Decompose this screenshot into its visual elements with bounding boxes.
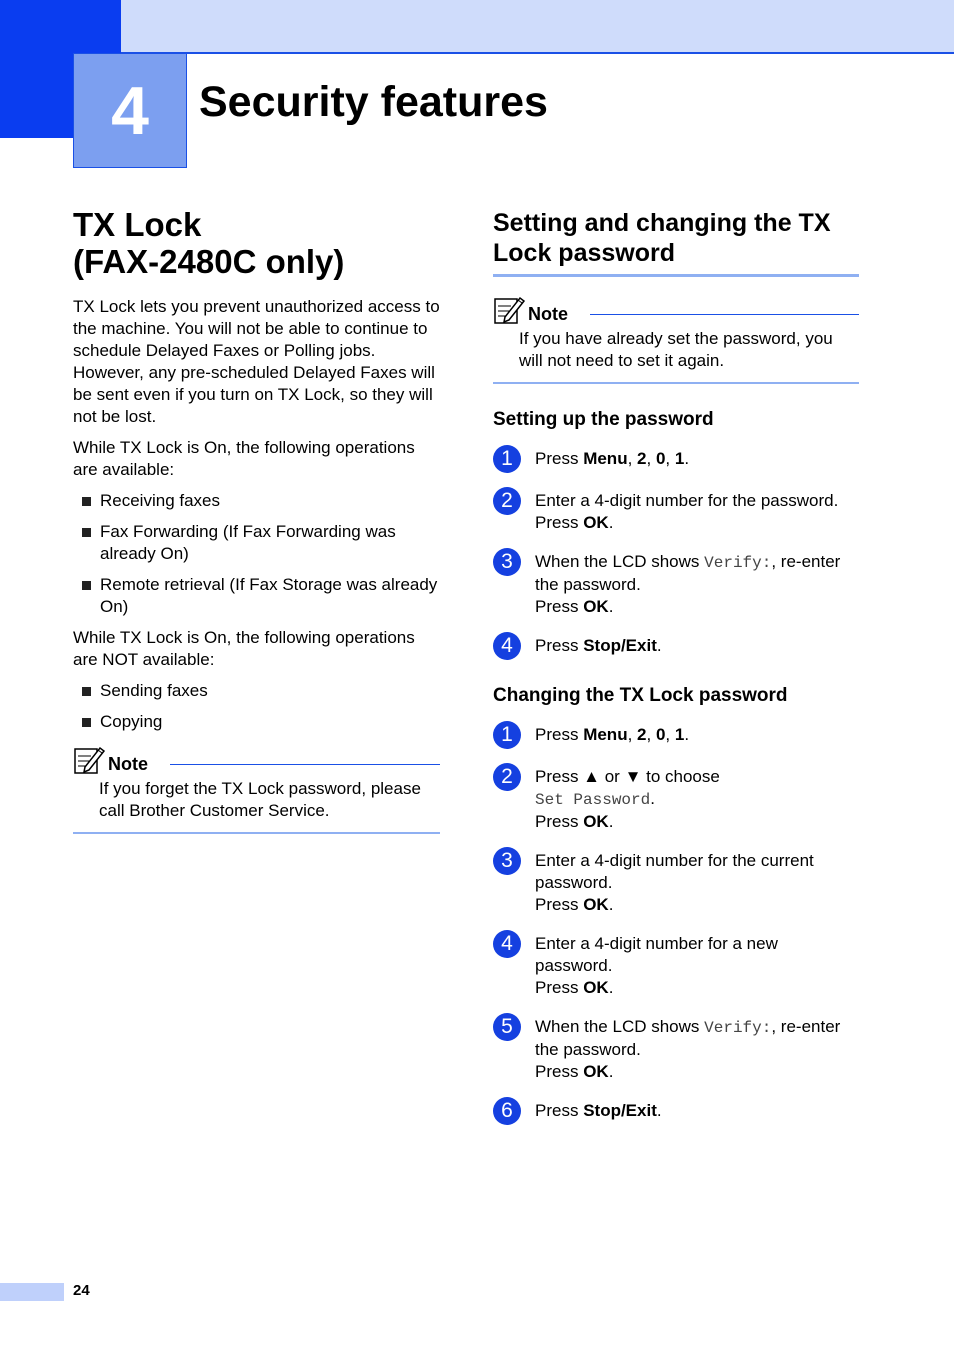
list-item: Sending faxes — [73, 680, 440, 702]
available-list — [73, 490, 440, 618]
bullet-square-icon — [82, 718, 91, 727]
note-text: If you have already set the password, you will not need to set it again. — [519, 329, 833, 370]
step-item — [493, 766, 859, 833]
step-number-icon: 3 — [493, 548, 521, 576]
intro-paragraph: TX Lock lets you prevent unauthorized access to the machine. You will not be able to continue to schedule Delayed Faxes or Polling jobs. However, any pre-scheduled Delayed Faxes will be sent even if you turn on TX Lock, so they will not be lost. — [73, 297, 440, 426]
page-number: 24 — [73, 1282, 90, 1299]
tx-lock-heading-line1: TX Lock — [73, 206, 202, 243]
step-number-icon: 3 — [493, 847, 521, 875]
step-number-icon: 4 — [493, 632, 521, 660]
step-item — [493, 490, 859, 534]
tx-lock-heading-line2: (FAX-2480C only) — [73, 243, 345, 280]
tx-lock-heading — [73, 206, 440, 280]
note-divider — [73, 832, 440, 834]
step-text: Press Menu, 2, 0, 1. — [535, 449, 690, 468]
chapter-number: 4 — [111, 72, 149, 149]
step-number-icon: 5 — [493, 1013, 521, 1041]
step-item — [493, 724, 859, 749]
bullet-square-icon — [82, 497, 91, 506]
step-text: When the LCD shows Verify:, re-enter the password. Press OK. — [535, 552, 841, 616]
right-column — [493, 206, 859, 1142]
step-number-icon: 1 — [493, 721, 521, 749]
note-box — [493, 295, 859, 384]
note-rule — [170, 764, 440, 765]
available-intro: While TX Lock is On, the following operations are available: — [73, 438, 415, 479]
left-column — [73, 206, 440, 834]
step-item — [493, 635, 859, 660]
not-available-list — [73, 680, 440, 733]
step-number-icon: 1 — [493, 445, 521, 473]
step-text: Press ▲ or ▼ to choose Set Password. Press OK. — [535, 767, 720, 831]
step-text: Press Stop/Exit. — [535, 1101, 662, 1120]
note-rule — [590, 314, 859, 315]
step-item — [493, 850, 859, 916]
step-text: Enter a 4-digit number for the current password. Press OK. — [535, 851, 814, 914]
step-text: Press Stop/Exit. — [535, 636, 662, 655]
list-item: Fax Forwarding (If Fax Forwarding was already On) — [73, 521, 440, 565]
note-label: Note — [528, 304, 568, 324]
list-item: Receiving faxes — [73, 490, 440, 512]
note-box — [73, 745, 440, 834]
step-text: Enter a 4-digit number for a new password. Press OK. — [535, 934, 778, 997]
chapter-title: Security features — [199, 78, 548, 126]
note-divider — [493, 382, 859, 384]
step-number-icon: 6 — [493, 1097, 521, 1125]
step-item — [493, 1016, 859, 1083]
change-heading: Changing the TX Lock password — [493, 685, 788, 706]
step-number-icon: 4 — [493, 930, 521, 958]
list-item: Copying — [73, 711, 440, 733]
step-number-icon: 2 — [493, 487, 521, 515]
step-item — [493, 551, 859, 618]
step-text: When the LCD shows Verify:, re-enter the password. Press OK. — [535, 1017, 841, 1081]
step-item — [493, 933, 859, 999]
note-text: If you forget the TX Lock password, please call Brother Customer Service. — [99, 779, 421, 820]
header-band — [121, 0, 954, 54]
setup-heading: Setting up the password — [493, 409, 714, 430]
note-label: Note — [108, 754, 148, 774]
step-number-icon: 2 — [493, 763, 521, 791]
bullet-square-icon — [82, 581, 91, 590]
page-tab — [0, 1283, 64, 1301]
step-text: Enter a 4-digit number for the password. Press OK. — [535, 491, 839, 532]
bullet-square-icon — [82, 687, 91, 696]
password-section-heading: Setting and changing the TX Lock password — [493, 208, 859, 277]
step-item — [493, 448, 859, 473]
chapter-number-box — [73, 53, 187, 168]
not-available-intro: While TX Lock is On, the following operations are NOT available: — [73, 628, 415, 669]
bullet-square-icon — [82, 528, 91, 537]
list-item: Remote retrieval (If Fax Storage was already On) — [73, 574, 440, 618]
note-pencil-icon — [493, 295, 525, 325]
step-text: Press Menu, 2, 0, 1. — [535, 725, 690, 744]
step-item — [493, 1100, 859, 1125]
note-pencil-icon — [73, 745, 105, 775]
